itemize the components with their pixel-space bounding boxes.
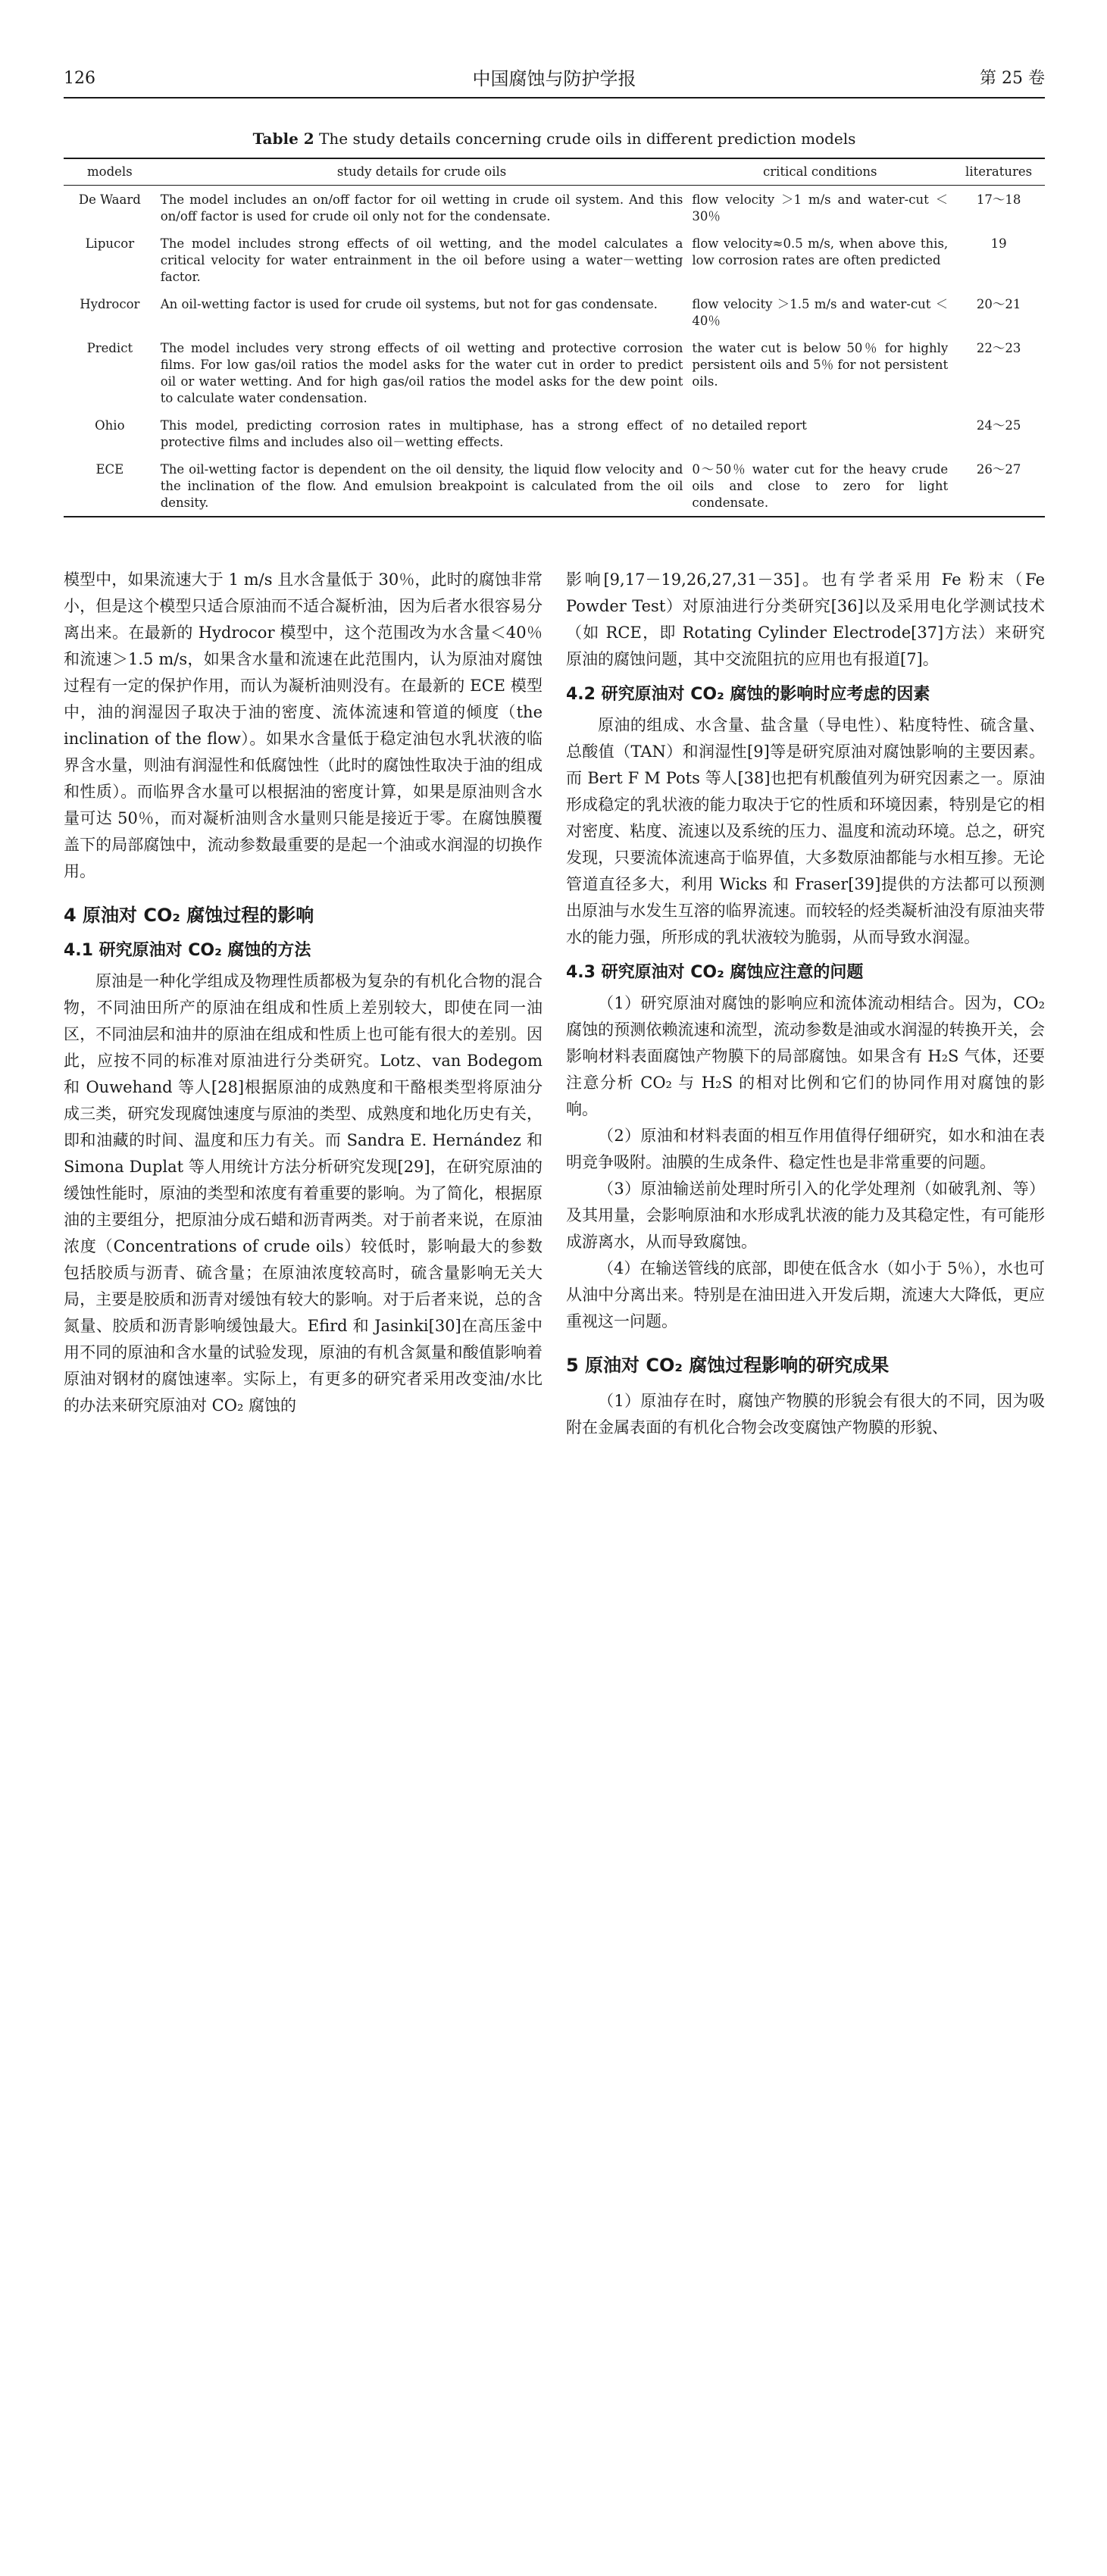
- paragraph-5-1: （1）原油存在时，腐蚀产物膜的形貌会有很大的不同，因为吸附在金属表面的有机化合物会改变腐蚀产物膜的形貌、: [566, 1392, 1045, 1436]
- cell-model: De Waard: [78, 192, 141, 207]
- column-header-study-details: study details for crude oils: [156, 158, 688, 186]
- table-caption: [64, 127, 1045, 150]
- cell-conditions: the water cut is below 50％ for highly persistent oils and 5％ for not persistent oils.: [692, 341, 949, 389]
- cell-model: Predict: [86, 341, 133, 355]
- table-row: [64, 186, 1045, 230]
- cell-literatures: 24～25: [976, 418, 1021, 433]
- column-header-models: models: [64, 158, 156, 186]
- table-row: [64, 411, 1045, 455]
- page-number: 126: [64, 69, 95, 88]
- cell-details: An oil-wetting factor is used for crude oil systems, but not for gas condensate.: [160, 297, 658, 311]
- cell-details: The oil-wetting factor is dependent on the oil density, the liquid flow velocity and the inclination of the flow. And emulsion breakpoint is calculated from the oil density.: [156, 455, 688, 517]
- cell-details: This model, predicting corrosion rates in multiphase, has a strong effect of protective films and includes also oil－wetting effects.: [160, 418, 683, 449]
- cell-literatures: 20～21: [976, 297, 1021, 311]
- section-heading-5: 5 原油对 CO₂ 腐蚀过程影响的研究成果: [566, 1355, 890, 1376]
- cell-literatures: 26～27: [952, 455, 1045, 517]
- section-heading-4: 4 原油对 CO₂ 腐蚀过程的影响: [64, 905, 314, 926]
- volume-label: 第 25 卷: [980, 69, 1045, 88]
- journal-title: 中国腐蚀与防护学报: [472, 68, 636, 89]
- cell-literatures: 19: [990, 236, 1007, 251]
- table-row: [64, 290, 1045, 334]
- paragraph-intro: 模型中，如果流速大于 1 m/s 且水含量低于 30％，此时的腐蚀非常小，但是这个模型只适合原油而不适合凝析油，因为后者水很容易分离出来。在最新的 Hydrocor 模型中，这个范围改为水含量＜40％和流速＞1.5 m/s，如果含水量和流速在此范围内，认为原油对腐蚀过程有一定的保护作用，而认为凝析油则没有。在最新的 ECE 模型中，油的润湿因子取决于油的密度、流体流速和管道的倾度（the inclination of the flow）。如果水含量低于稳定油包水乳状液的临界含水量，则油有润湿性和低腐蚀性（此时的腐蚀性取决于油的组成和性质）。而临界含水量可以根据油的密度计算，如果是原油则含水量可达 50％，而对凝析油则含水量则只能是接近于零。在腐蚀膜覆盖下的局部腐蚀中，流动参数最重要的是起一个油或水润湿的切换作用。: [64, 571, 543, 880]
- cell-details: The model includes very strong effects of oil wetting and protective corrosion films. For low gas/oil ratios the model asks for the water cut in order to predict oil or water wetting. And for high gas/oil ratios the model asks for the dew point to calculate water condensation.: [160, 341, 683, 405]
- right-column: [566, 567, 1045, 1441]
- paragraph-4-2: 原油的组成、水含量、盐含量（导电性）、粘度特性、硫含量、总酸值（TAN）和润湿性[9]等是研究原油对腐蚀影响的主要因素。而 Bert F M Pots 等人[38]也把有机酸值列为研究因素之一。原油形成稳定的乳状液的能力取决于它的性质和环境因素，特别是它的相对密度、粘度、流速以及系统的压力、温度和流动环境。总之，研究发现，只要流体流速高于临界值，大多数原油都能与水相互掺。无论管道直径多大，利用 Wicks 和 Fraser[39]提供的方法都可以预测出原油与水发生互溶的临界流速。而较轻的烃类凝析油没有原油夹带水的能力强，所形成的乳状液较为脆弱，从而导致水润湿。: [566, 716, 1045, 946]
- table-row: [64, 334, 1045, 411]
- table-row: [64, 230, 1045, 290]
- cell-literatures: 17～18: [976, 192, 1021, 207]
- cell-conditions: flow velocity≈0.5 m/s, when above this, low corrosion rates are often predicted: [692, 236, 949, 267]
- table-row: [64, 455, 1045, 517]
- left-column: [64, 567, 543, 1419]
- study-details-table: [64, 158, 1045, 517]
- table-caption-label: Table 2: [252, 130, 314, 148]
- cell-conditions: flow velocity ＞1.5 m/s and water-cut ＜40％: [692, 297, 949, 328]
- cell-conditions: flow velocity ＞1 m/s and water-cut ＜30％: [692, 192, 949, 224]
- section-heading-4-2: 4.2 研究原油对 CO₂ 腐蚀的影响时应考虑的因素: [566, 685, 930, 704]
- paragraph-4-3-2: （2）原油和材料表面的相互作用值得仔细研究，如水和油在表明竞争吸附。油膜的生成条件、稳定性也是非常重要的问题。: [566, 1127, 1045, 1171]
- column-header-critical-conditions: critical conditions: [687, 158, 952, 186]
- paragraph-4-3-3: （3）原油输送前处理时所引入的化学处理剂（如破乳剂、等）及其用量，会影响原油和水形成乳状液的能力及其稳定性，有可能形成游离水，从而导致腐蚀。: [566, 1180, 1045, 1251]
- running-header: [64, 67, 1045, 97]
- paragraph-4-1: 原油是一种化学组成及物理性质都极为复杂的有机化合物的混合物，不同油田所产的原油在组成和性质上差别较大，即使在同一油区，不同油层和油井的原油在组成和性质上也可能有很大的差别。因此，应按不同的标准对原油进行分类研究。Lotz、van Bodegom 和 Ouwehand 等人[28]根据原油的成熟度和干酪根类型将原油分成三类，研究发现腐蚀速度与原油的类型、成熟度和地化历史有关，即和油藏的时间、温度和压力有关。而 Sandra E. Hernández 和 Simona Duplat 等人用统计方法分析研究发现[29]，在研究原油的缓蚀性能时，原油的类型和浓度有着重要的影响。为了简化，根据原油的主要组分，把原油分成石蜡和沥青两类。对于前者来说，在原油浓度（Concentrations of crude oils）较低时，影响最大的参数包括胶质与沥青、硫含量；在原油浓度较高时，硫含量影响无关大局，主要是胶质和沥青对缓蚀有较大的影响。对于后者来说，总的含氮量、胶质和沥青影响缓蚀最大。Efird 和 Jasinki[30]在高压釜中用不同的原油和含水量的试验发现，原油的有机含氮量和酸值影响着原油对钢材的腐蚀速率。实际上，有更多的研究者采用改变油/水比的办法来研究原油对 CO₂ 腐蚀的: [64, 972, 543, 1415]
- cell-details: The model includes strong effects of oil wetting, and the model calculates a critical velocity for water entrainment in the oil before using a water－wetting factor.: [160, 236, 683, 284]
- paragraph-4-3-4: （4）在输送管线的底部，即使在低含水（如小于 5％），水也可从油中分离出来。特别是在油田进入开发后期，流速大大降低，更应重视这一问题。: [566, 1259, 1045, 1330]
- column-header-literatures: literatures: [952, 158, 1045, 186]
- cell-model: ECE: [64, 455, 156, 517]
- section-heading-4-3: 4.3 研究原油对 CO₂ 腐蚀应注意的问题: [566, 963, 864, 982]
- paragraph-4-3-1: （1）研究原油对腐蚀的影响应和流体流动相结合。因为，CO₂ 腐蚀的预测依赖流速和流型，流动参数是油或水润湿的转换开关，会影响材料表面腐蚀产物膜下的局部腐蚀。如果含有 H₂S 气体，还要注意分析 CO₂ 与 H₂S 的相对比例和它们的协同作用对腐蚀的影响。: [566, 994, 1045, 1118]
- section-heading-4-1: 4.1 研究原油对 CO₂ 腐蚀的方法: [64, 941, 311, 960]
- cell-model: Hydrocor: [80, 297, 140, 311]
- cell-literatures: 22～23: [976, 341, 1021, 355]
- cell-model: Ohio: [95, 418, 125, 433]
- table-header-row: [64, 158, 1045, 186]
- paragraph-continuation: 影响[9,17－19,26,27,31－35]。也有学者采用 Fe 粉末（Fe Powder Test）对原油进行分类研究[36]以及采用电化学测试技术（如 RCE，即 Rotating Cylinder Electrode[37]方法）来研究原油的腐蚀问题，其中交流阻抗的应用也有报道[7]。: [566, 571, 1045, 668]
- cell-model: Lipucor: [85, 236, 135, 251]
- header-rule: [64, 97, 1045, 98]
- cell-conditions: no detailed report: [692, 418, 807, 433]
- cell-conditions: 0～50％ water cut for the heavy crude oils and close to zero for light condensate.: [687, 455, 952, 517]
- cell-details: The model includes an on/off factor for oil wetting in crude oil system. And this on/off factor is used for crude oil only not for the condensate.: [160, 192, 683, 224]
- table-caption-text: The study details concerning crude oils in different prediction models: [319, 130, 856, 148]
